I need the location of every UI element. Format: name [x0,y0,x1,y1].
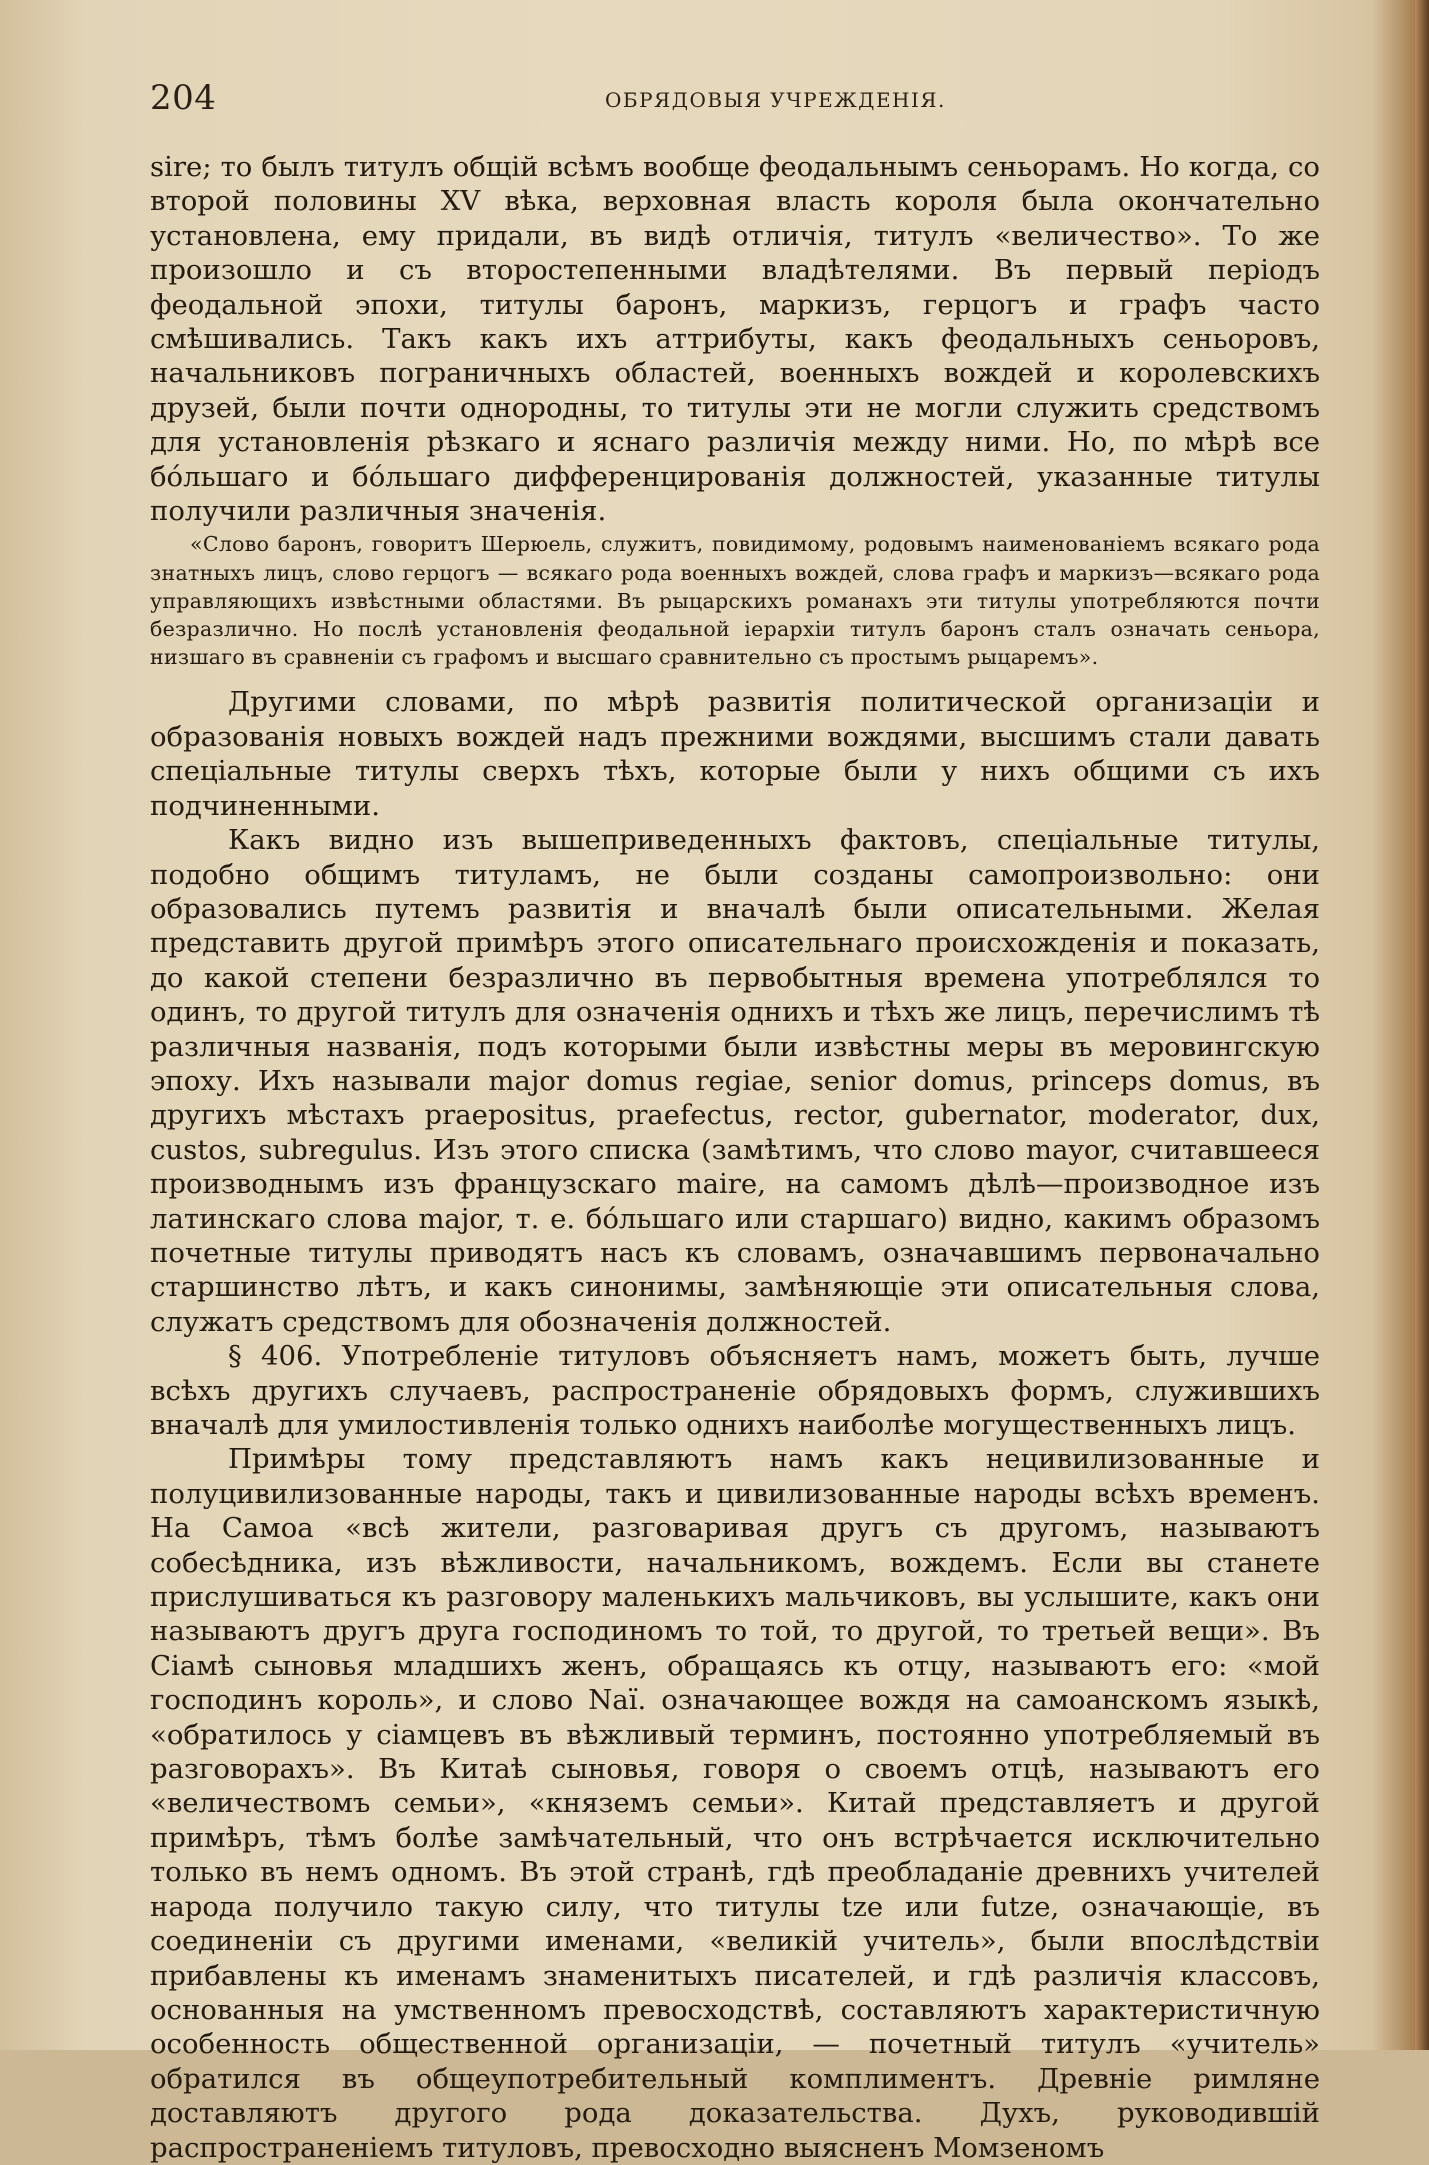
paragraph-other-words: Другими словами, по мѣрѣ развитія политической организаціи и образованія новыхъ вождей надъ прежними вождями, высшимъ стали давать спеціальные титулы сверхъ тѣхъ, которые были у нихъ общими съ ихъ подчиненными. [150,686,1320,822]
page-header [150,78,1320,122]
book-spine-edge [1415,0,1429,2050]
paragraph-descriptive-titles: Какъ видно изъ вышеприведенныхъ фактовъ, спеціальные титулы, подобно общимъ титуламъ, не были созданы самопроизвольно: они образовались путемъ развитія и вначалѣ были описательными. Желая представить другой примѣръ этого описательнаго происхожденія и показать, до какой степени безразлично въ первобытныя времена употреблялся то одинъ, то другой титулъ для означенія однихъ и тѣхъ же лицъ, перечислимъ тѣ различныя названія, подъ которыми были извѣстны меры въ меровингскую эпоху. Ихъ называли major domus regiae, senior domus, princeps domus, въ другихъ мѣстахъ praepositus, praefectus, rector, gubernator, moderator, dux, custos, subregulus. Изъ этого списка (замѣтимъ, что слово mayor, считавшееся производнымъ изъ французскаго maire, на самомъ дѣлѣ—производное изъ латинскаго слова major, т. е. бóльшаго или старшаго) видно, какимъ образомъ почетные титулы приводятъ насъ къ словамъ, означавшимъ первоначально старшинство лѣтъ, и какъ синонимы, замѣняющіе эти описательныя слова, служатъ средствомъ для обозначенія должностей. [150,824,1320,1338]
block-quote-cheruel: «Слово баронъ, говоритъ Шерюель, служитъ, повидимому, родовымъ наименованіемъ всякаго рода знатныхъ лицъ, слово герцогъ — всякаго рода военныхъ вождей, слова графъ и маркизъ—всякаго рода управляющихъ извѣстными областями. Въ рыцарскихъ романахъ эти титулы употребляются почти безразлично. Но послѣ установленія феодальной іерархіи титулъ баронъ сталъ означать сеньора, низшаго въ сравненіи съ графомъ и высшаго сравнительно съ простымъ рыцаремъ». [150,532,1320,670]
paragraph-section-406: § 406. Употребленіе титуловъ объясняетъ намъ, можетъ быть, лучше всѣхъ другихъ случаевъ, распространеніе обрядовыхъ формъ, служившихъ вначалѣ для умилостивленія только однихъ наиболѣе могущественныхъ лицъ. [150,1340,1320,1442]
page-number: 204 [150,78,217,118]
running-title: ОБРЯДОВЫЯ УЧРЕЖДЕНІЯ. [605,88,946,112]
paragraph-examples: Примѣры тому представляютъ намъ какъ нецивилизованные и полуцивилизованные народы, такъ и цивилизованные народы всѣхъ временъ. На Самоа «всѣ жители, разговаривая другъ съ другомъ, называютъ собесѣдника, изъ вѣжливости, начальникомъ, вождемъ. Если вы станете прислушиваться къ разговору маленькихъ мальчиковъ, вы услышите, какъ они называютъ другъ друга господиномъ то той, то другой, то третьей вещи». Въ Сіамѣ сыновья младшихъ женъ, обращаясь къ отцу, называютъ его: «мой господинъ король», и слово Naï. означающее вождя на самоанскомъ языкѣ, «обратилось у сіамцевъ въ вѣжливый терминъ, постоянно употребляемый въ разговорахъ». Въ Китаѣ сыновья, говоря о своемъ отцѣ, называютъ его «величествомъ семьи», «княземъ семьи». Китай представляетъ и другой примѣръ, тѣмъ болѣе замѣчательный, что онъ встрѣчается исключительно только въ немъ одномъ. Въ этой странѣ, гдѣ преобладаніе древнихъ учителей народа получило такую силу, что титулы tze или futze, означающіе, въ соединеніи съ другими именами, «великій учитель», были впослѣдствіи прибавлены къ именамъ знаменитыхъ писателей, и гдѣ различія классовъ, основанныя на умственномъ превосходствѣ, составляютъ характеристичную особенность общественной организаціи, — почетный титулъ «учитель» обратился въ общеупотребительный комплиментъ. Древніе римляне доставляютъ другого рода доказательства. Духъ, руководившій распространеніемъ титуловъ, превосходно выясненъ Момзеномъ [150,1443,1320,2164]
paragraph-titles-intro: sire; то былъ титулъ общій всѣмъ вообще феодальнымъ сеньорамъ. Но когда, со второй половины XV вѣка, верховная власть короля была окончательно установлена, ему придали, въ видѣ отличія, титулъ «величество». То же произошло и съ второстепенными владѣтелями. Въ первый періодъ феодальной эпохи, титулы баронъ, маркизъ, герцогъ и графъ часто смѣшивались. Такъ какъ ихъ аттрибуты, какъ феодальныхъ сеньоровъ, начальниковъ пограничныхъ областей, военныхъ вождей и королевскихъ друзей, были почти однородны, то титулы эти не могли служить средствомъ для установленія рѣзкаго и яснаго различія между ними. Но, по мѣрѣ все бóльшаго и бóльшаго дифференцированія должностей, указанные титулы получили различныя значенія. [150,151,1320,528]
page-body [150,150,1320,2165]
